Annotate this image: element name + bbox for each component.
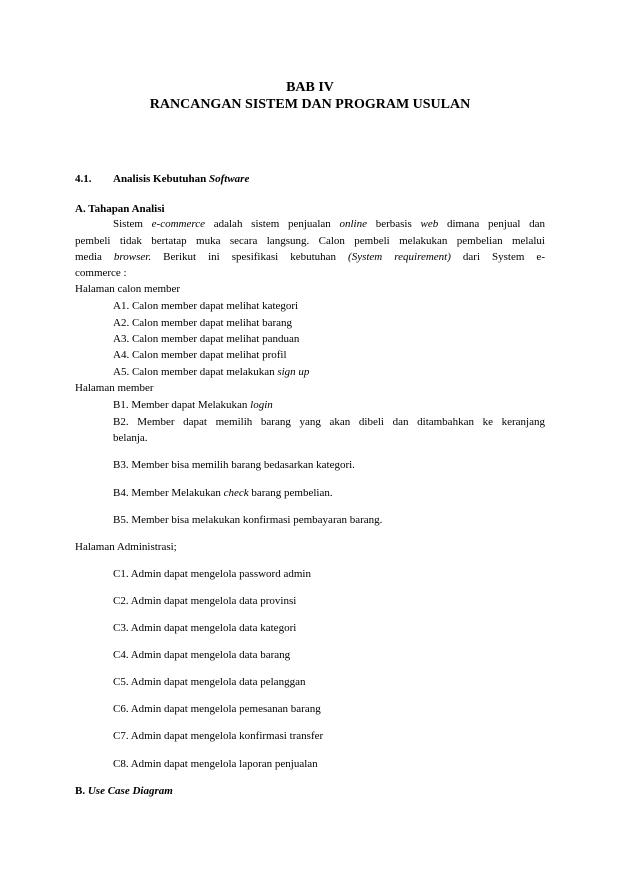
list-item: A2. Calon member dapat melihat barang — [113, 317, 292, 329]
list-item-continuation: belanja. — [113, 432, 148, 444]
paragraph-line-1: Sistem e-commerce adalah sistem penjualan online berbasis web dimana penjual dan — [113, 218, 546, 230]
list-item: B2. Member dapat memilih barang yang akan dibeli dan ditambahkan ke keranjang — [113, 416, 545, 428]
list-item: C8. Admin dapat mengelola laporan penjualan — [113, 758, 318, 770]
section-title: Analisis Kebutuhan Software — [113, 173, 250, 185]
list-item: C3. Admin dapat mengelola data kategori — [113, 622, 297, 634]
list-item: A5. Calon member dapat melakukan sign up — [113, 366, 310, 378]
list-item: C4. Admin dapat mengelola data barang — [113, 649, 291, 661]
paragraph-line-3: media browser. Berikut ini spesifikasi kebutuhan (System requirement) dari System e- — [75, 251, 545, 263]
chapter-number: BAB IV — [286, 80, 334, 95]
admin-heading: Halaman Administrasi; — [75, 541, 177, 553]
subsection-b-title: B. Use Case Diagram — [75, 785, 173, 797]
list-item: A1. Calon member dapat melihat kategori — [113, 300, 299, 312]
list-item: C2. Admin dapat mengelola data provinsi — [113, 595, 297, 607]
list-item: A3. Calon member dapat melihat panduan — [113, 333, 300, 345]
list-item: C1. Admin dapat mengelola password admin — [113, 568, 311, 580]
subsection-a-title: A. Tahapan Analisi — [75, 203, 165, 215]
list-item: B5. Member bisa melakukan konfirmasi pembayaran barang. — [113, 514, 383, 526]
list-item: B1. Member dapat Melakukan login — [113, 399, 273, 411]
paragraph-line-4: commerce : — [75, 267, 127, 279]
list-item: C6. Admin dapat mengelola pemesanan barang — [113, 703, 321, 715]
member-heading: Halaman member — [75, 382, 154, 394]
calon-member-heading: Halaman calon member — [75, 283, 181, 295]
paragraph-line-2: pembeli tidak bertatap muka secara langsung. Calon pembeli melakukan pembelian melalui — [75, 235, 545, 247]
list-item: B3. Member bisa memilih barang bedasarkan kategori. — [113, 459, 355, 471]
list-item: C7. Admin dapat mengelola konfirmasi transfer — [113, 730, 324, 742]
list-item: A4. Calon member dapat melihat profil — [113, 349, 287, 361]
chapter-title: RANCANGAN SISTEM DAN PROGRAM USULAN — [149, 97, 471, 112]
section-number: 4.1. — [75, 173, 92, 185]
list-item: B4. Member Melakukan check barang pembelian. — [113, 487, 333, 499]
list-item: C5. Admin dapat mengelola data pelanggan — [113, 676, 306, 688]
